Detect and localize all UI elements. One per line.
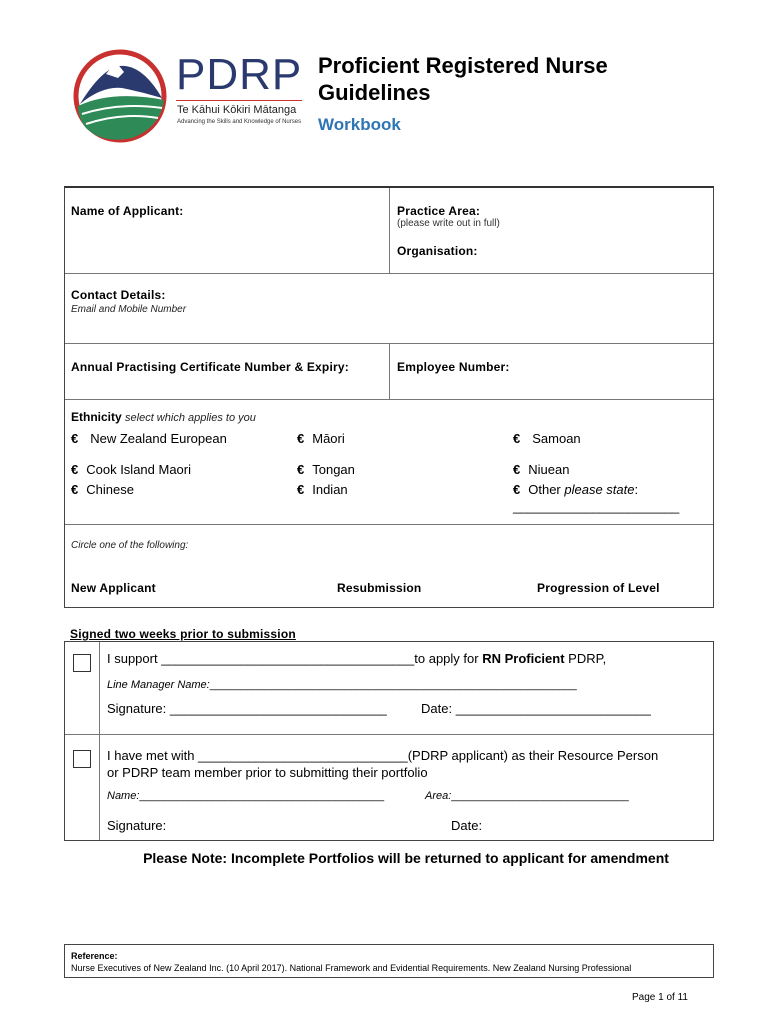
manager-signature-row [107, 701, 387, 716]
resource-name-field[interactable]: ________________________________________ [139, 790, 385, 802]
reference-text: Nurse Executives of New Zealand Inc. (10 April 2017). National Framework and Evidential Requirements. New Zealand Nursing Professional [71, 963, 632, 973]
ethnicity-option-nz-european[interactable] [71, 431, 227, 446]
line-manager-label: Line Manager Name: [107, 679, 210, 691]
organisation-label: Organisation: [397, 244, 478, 258]
reference-label: Reference: [71, 951, 118, 961]
met-suffix: (PDRP applicant) as their Resource Person [407, 748, 659, 763]
pdrp-logo [72, 48, 308, 144]
applicant-details-table [64, 186, 714, 608]
option-progression-of-level[interactable]: Progression of Level [537, 581, 660, 595]
other-please-state: please state [564, 482, 635, 497]
page-title: Proficient Registered Nurse Guidelines [318, 53, 608, 105]
reference-box [64, 944, 714, 978]
resource-signature-label: Signature: [107, 818, 167, 833]
resource-person-statement [107, 748, 658, 763]
page-subtitle: Workbook [318, 115, 401, 134]
checkbox-icon[interactable]: € [513, 431, 521, 446]
contact-details-note: Email and Mobile Number [71, 304, 187, 315]
resource-date-label: Date: [451, 818, 483, 833]
manager-support-statement [107, 651, 606, 666]
divider [65, 399, 713, 400]
ethnicity-option-chinese[interactable] [71, 482, 134, 497]
checkbox-icon[interactable]: € [297, 462, 305, 477]
logo-divider [176, 100, 302, 101]
area-label: Area: [425, 790, 452, 802]
ethnicity-option-label: Tongan [312, 462, 355, 477]
support-level: RN Proficient [482, 651, 565, 666]
ethnicity-option-tongan[interactable] [297, 462, 355, 477]
circle-one-note: Circle one of the following: [71, 540, 189, 551]
option-new-applicant[interactable]: New Applicant [71, 581, 156, 595]
divider [65, 524, 713, 525]
other-colon: : [634, 482, 639, 497]
ethnicity-option-label: Indian [312, 482, 348, 497]
manager-support-checkbox[interactable] [73, 654, 91, 672]
divider [389, 188, 390, 273]
resource-person-checkbox[interactable] [73, 750, 91, 768]
signoff-table [64, 641, 714, 841]
manager-signature-field[interactable]: ______________________________ [169, 701, 387, 716]
checkbox-icon[interactable]: € [297, 482, 305, 497]
ethnicity-option-samoan[interactable] [513, 431, 581, 446]
logo-emblem-icon [72, 48, 172, 144]
incomplete-portfolio-notice: Please Note: Incomplete Portfolios will be returned to applicant for amendment [143, 850, 669, 866]
ethnicity-option-label: Niuean [528, 462, 570, 477]
support-applicant-field[interactable]: ___________________________________ [161, 651, 415, 666]
ethnicity-option-label: Māori [312, 431, 345, 446]
ethnicity-heading [71, 410, 256, 424]
logo-subtitle: Te Kāhui Kōkiri Mātanga [177, 104, 297, 116]
support-suffix: PDRP, [564, 651, 607, 666]
other-ethnicity-field[interactable]: _______________________ [513, 499, 680, 514]
resource-area-field[interactable]: _____________________________ [451, 790, 629, 802]
manager-date-row [421, 701, 651, 716]
practice-area-note: (please write out in full) [397, 218, 500, 229]
ethnicity-option-label: Chinese [86, 482, 134, 497]
divider [99, 642, 100, 840]
checkbox-icon[interactable]: € [71, 431, 79, 446]
divider [65, 734, 713, 735]
page-number: Page 1 of 11 [632, 992, 688, 1003]
ethnicity-option-label: New Zealand European [90, 431, 227, 446]
signature-label: Signature: [107, 701, 170, 716]
name-label: Name: [107, 790, 140, 802]
resource-area-row [425, 790, 629, 802]
checkbox-icon[interactable]: € [71, 482, 79, 497]
checkbox-icon[interactable]: € [71, 462, 79, 477]
met-applicant-field[interactable]: _____________________________ [198, 748, 408, 763]
divider [65, 273, 713, 274]
divider [389, 343, 390, 399]
checkbox-icon[interactable]: € [297, 431, 305, 446]
option-resubmission[interactable]: Resubmission [337, 581, 422, 595]
ethnicity-option-indian[interactable] [297, 482, 348, 497]
line-manager-field[interactable]: ____________________________________________________________ [209, 679, 577, 691]
ethnicity-option-label: Cook Island Maori [86, 462, 192, 477]
support-mid: to apply for [414, 651, 483, 666]
support-prefix: I support [107, 651, 162, 666]
other-prefix: Other [528, 482, 561, 497]
met-prefix: I have met with [107, 748, 199, 763]
manager-date-field[interactable]: ___________________________ [455, 701, 651, 716]
contact-details-label: Contact Details: [71, 288, 166, 302]
logo-tagline: Advancing the Skills and Knowledge of Nurses [177, 119, 302, 125]
date-label: Date: [421, 701, 456, 716]
ethnicity-option-label: Samoan [532, 431, 581, 446]
logo-wordmark: PDRP [176, 50, 303, 99]
ethnicity-label: Ethnicity [71, 410, 122, 424]
apc-number-label: Annual Practising Certificate Number & Expiry: [71, 360, 349, 374]
line-manager-row [107, 679, 577, 691]
ethnicity-option-niuean[interactable] [513, 462, 569, 477]
ethnicity-option-maori[interactable] [297, 431, 345, 446]
checkbox-icon[interactable]: € [513, 462, 521, 477]
ethnicity-option-other[interactable] [513, 482, 638, 497]
ethnicity-note: select which applies to you [125, 412, 256, 424]
signoff-heading: Signed two weeks prior to submission [70, 627, 296, 641]
practice-area-label: Practice Area: [397, 204, 481, 218]
resource-person-statement-line2: or PDRP team member prior to submitting their portfolio [107, 765, 428, 780]
checkbox-icon[interactable]: € [513, 482, 521, 497]
resource-name-row [107, 790, 384, 802]
name-of-applicant-field[interactable] [71, 220, 381, 268]
name-of-applicant-label: Name of Applicant: [71, 204, 184, 218]
ethnicity-option-label [528, 482, 638, 497]
employee-number-label: Employee Number: [397, 360, 510, 374]
ethnicity-option-cook-island-maori[interactable] [71, 462, 191, 477]
